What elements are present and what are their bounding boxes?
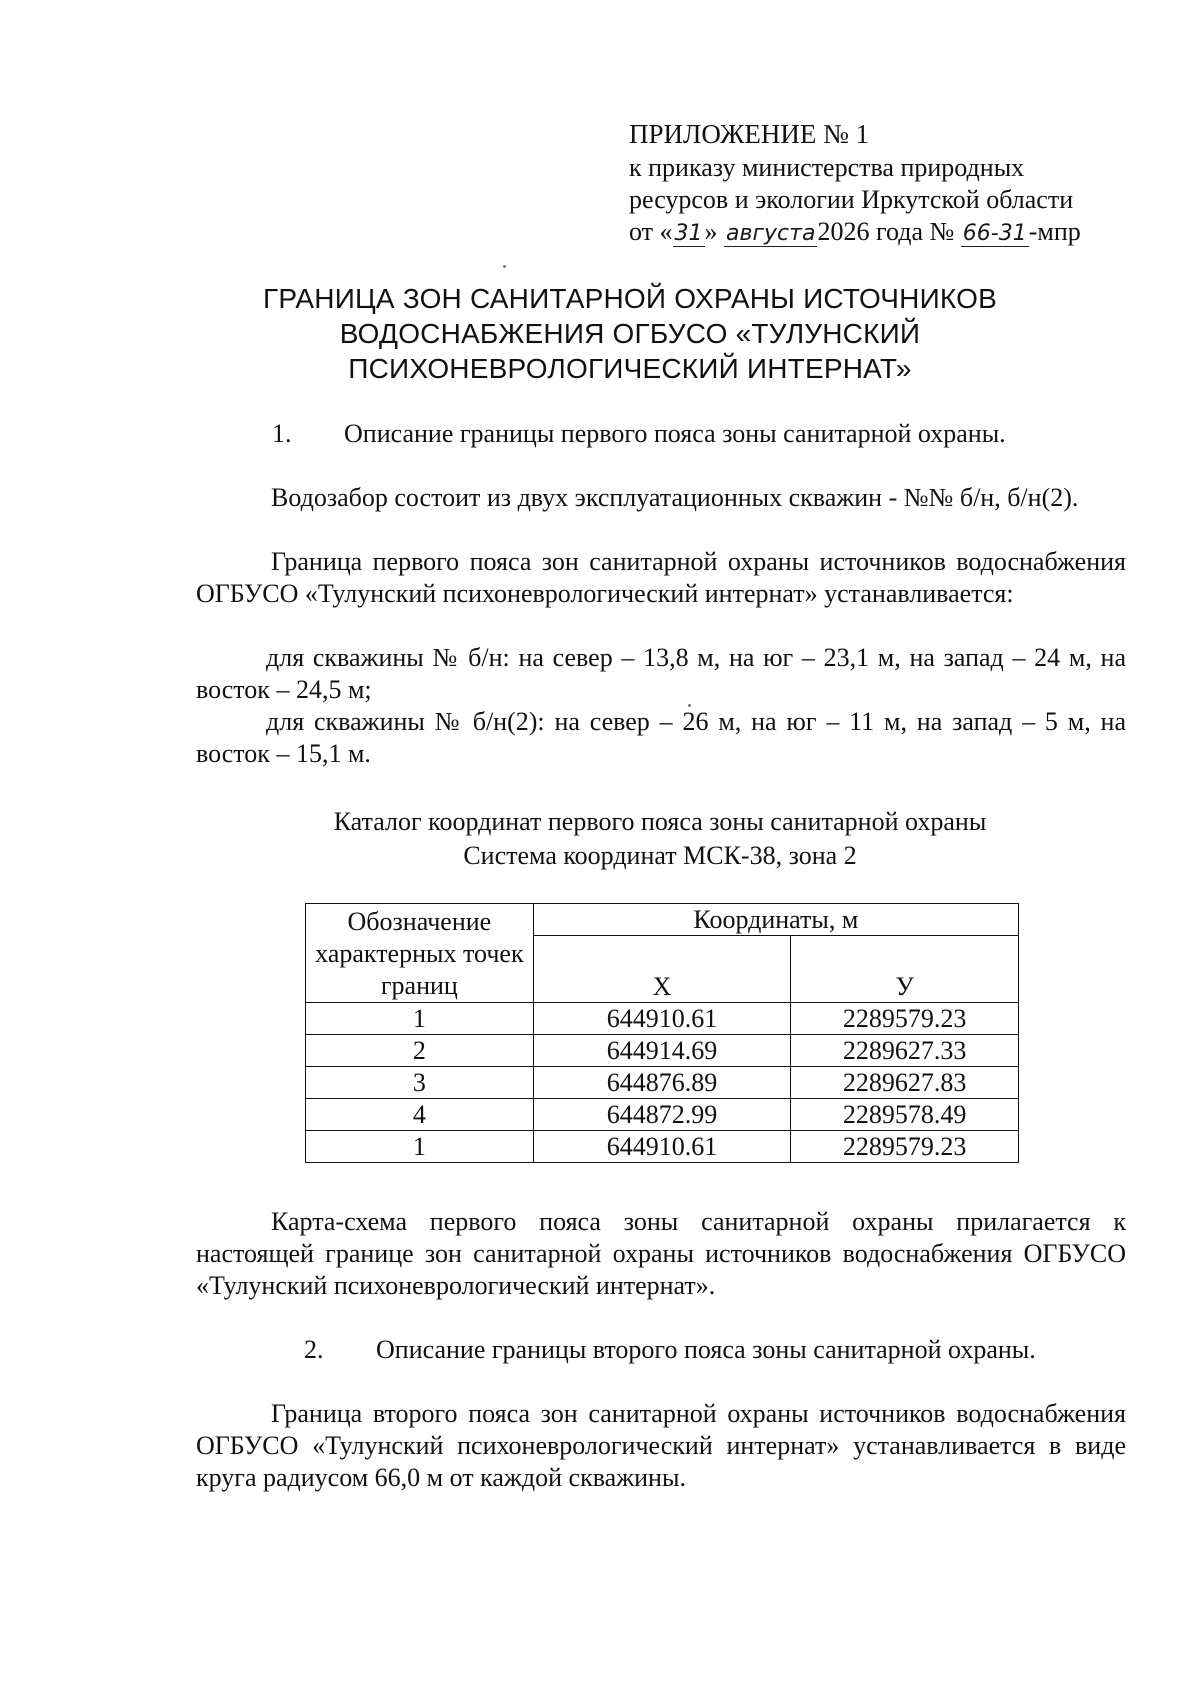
paragraph-intake: Водозабор состоит из двух эксплуатационных скважин - №№ б/н, б/н(2). — [271, 483, 1079, 512]
appendix-block — [629, 118, 1149, 250]
appendix-line-1: к приказу министерства природных — [629, 153, 1025, 182]
table-row — [306, 1067, 1019, 1099]
section-1-title: Описание границы первого пояса зоны санитарной охраны. — [344, 419, 1006, 448]
handwritten-month: августа — [726, 221, 816, 246]
scan-speck — [503, 265, 506, 268]
handwritten-day: 31 — [674, 221, 703, 246]
section-2-number: 2. — [304, 1335, 324, 1364]
section-2-heading — [304, 1334, 1036, 1366]
appendix-title: ПРИЛОЖЕНИЕ № 1 — [629, 119, 870, 149]
catalog-caption-line-1: Каталог координат первого пояса зоны санитарной охраны — [333, 807, 987, 836]
x-cell: 644876.89 — [533, 1067, 791, 1099]
paragraph-map-note: Карта-схема первого пояса зоны санитарной охраны прилагается к настоящей границе зон санитарной охраны источников водоснабжения ОГБУСО «Тулунский психоневрологический интернат». — [196, 1207, 1126, 1300]
y-cell: 2289579.23 — [791, 1131, 1019, 1163]
column-header-coordinates: Координаты, м — [533, 904, 1018, 936]
appendix-date-line — [629, 216, 1149, 250]
y-cell: 2289578.49 — [791, 1099, 1019, 1131]
x-cell: 644910.61 — [533, 1003, 791, 1035]
point-cell: 3 — [306, 1067, 534, 1099]
section-2-title: Описание границы второго пояса зоны санитарной охраны. — [376, 1335, 1036, 1364]
y-cell: 2289579.23 — [791, 1003, 1019, 1035]
section-1-number: 1. — [272, 419, 292, 448]
point-cell: 1 — [306, 1003, 534, 1035]
paragraph-well-1: для скважины № б/н: на север – 13,8 м, на юг – 23,1 м, на запад – 24 м, на восток – 24,5 м; — [196, 643, 1126, 704]
catalog-caption-line-2: Система координат МСК-38, зона 2 — [463, 841, 857, 870]
x-cell: 644914.69 — [533, 1035, 791, 1067]
y-cell: 2289627.33 — [791, 1035, 1019, 1067]
heading-line-2: ВОДОСНАБЖЕНИЯ ОГБУСО «ТУЛУНСКИЙ — [339, 318, 921, 349]
point-cell: 4 — [306, 1099, 534, 1131]
paragraph-boundary-second: Граница второго пояса зон санитарной охраны источников водоснабжения ОГБУСО «Тулунский психоневрологический интернат» устанавливается в виде круга радиусом 66,0 м от каждой скважины. — [196, 1399, 1126, 1492]
heading-line-1: ГРАНИЦА ЗОН САНИТАРНОЙ ОХРАНЫ ИСТОЧНИКОВ — [263, 283, 997, 314]
point-cell: 1 — [306, 1131, 534, 1163]
column-header-points: Обозначение характерных точек границ — [306, 904, 534, 1003]
paragraph-well-2: для скважины № б/н(2): на север – 26 м, на юг – 11 м, на запад – 5 м, на восток – 15,1 м. — [196, 707, 1126, 768]
year-text: 2026 года № — [817, 217, 955, 246]
column-header-x: Х — [533, 936, 791, 1003]
catalog-caption — [280, 805, 1040, 873]
table-row — [306, 1035, 1019, 1067]
heading-line-3: ПСИХОНЕВРОЛОГИЧЕСКИЙ ИНТЕРНАТ» — [348, 353, 912, 384]
date-close: » — [704, 217, 718, 246]
x-cell: 644910.61 — [533, 1131, 791, 1163]
table-row — [306, 1099, 1019, 1131]
coordinates-table — [305, 903, 1019, 1163]
order-suffix: -мпр — [1028, 217, 1081, 246]
date-prefix: от « — [629, 217, 673, 246]
appendix-line-2: ресурсов и экологии Иркутской области — [629, 185, 1074, 214]
column-header-y: У — [791, 936, 1019, 1003]
paragraph-boundary-first: Граница первого пояса зон санитарной охраны источников водоснабжения ОГБУСО «Тулунский психоневрологический интернат» устанавливается: — [196, 547, 1126, 608]
y-cell: 2289627.83 — [791, 1067, 1019, 1099]
point-cell: 2 — [306, 1035, 534, 1067]
section-1-heading — [272, 418, 1006, 450]
handwritten-order-number: 66-31 — [962, 221, 1027, 246]
x-cell: 644872.99 — [533, 1099, 791, 1131]
document-heading — [200, 281, 1060, 386]
table-row — [306, 1003, 1019, 1035]
table-row — [306, 1131, 1019, 1163]
